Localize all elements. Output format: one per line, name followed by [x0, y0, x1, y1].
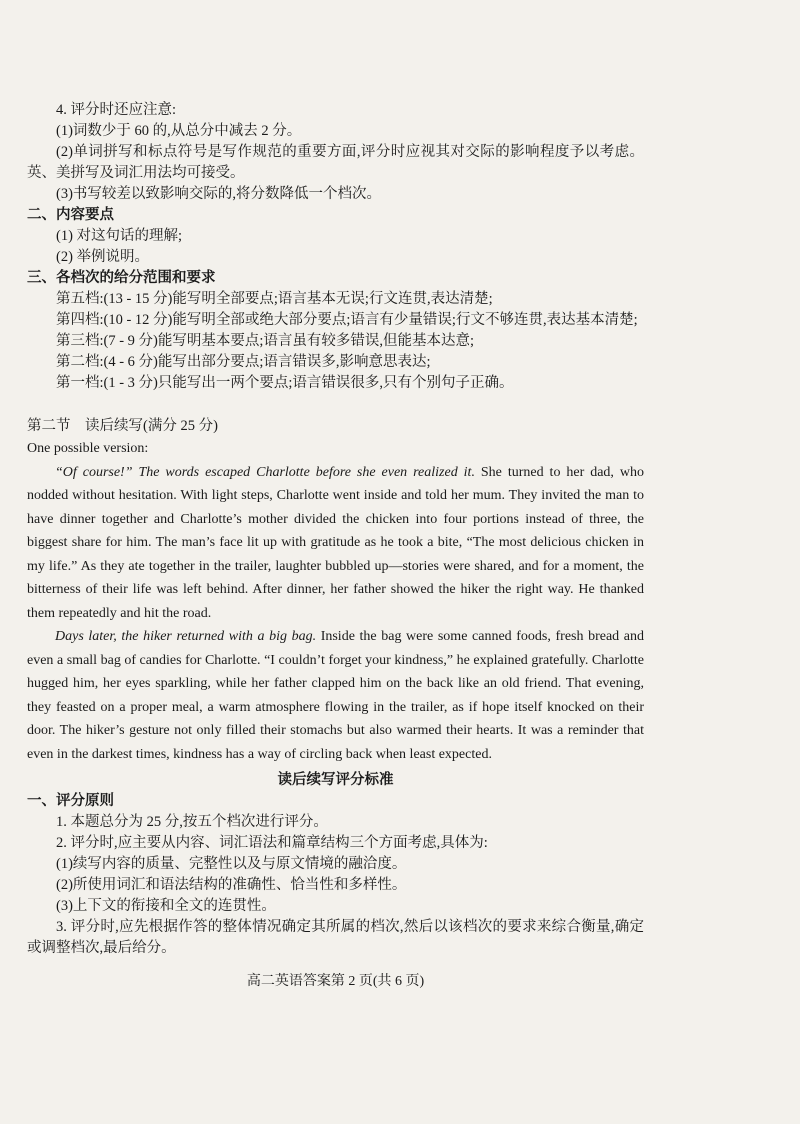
rubric-item-2a: (1)续写内容的质量、完整性以及与原文情境的融洽度。: [56, 856, 407, 872]
heading-score-bands: 三、各档次的给分范围和要求: [27, 270, 216, 286]
rubric-heading: 一、评分原则: [27, 793, 114, 809]
rubric-item-2c: (3)上下文的衔接和全文的连贯性。: [56, 898, 276, 914]
paragraph-1-body: She turned to her dad, who nodded without hesitation. With light steps, Charlotte went inside and told her mum. They invited the man to have dinner together and Charlotte’s mother divided the chicken into four portions instead of three, the biggest share for him. The man’s face lit up with gratitude as he took a bite, “The most delicious chicken in my life.” As they ate together in the trailer, laughter bubbled up—stories were shared, and for a moment, the bitterness of their life was left behind. After dinner, her father showed the hiker the right way. He thanked them repeatedly and hit the road.: [27, 464, 644, 621]
rubric-item-3: 3. 评分时,应先根据作答的整体情况确定其所属的档次,然后以该档次的要求来综合衡量,确定或调整档次,最后给分。: [27, 919, 644, 956]
band-5: 第五档:(13 - 15 分)能写明全部要点;语言基本无误;行文连贯,表达清楚;: [56, 291, 493, 307]
page-content: [27, 100, 644, 992]
note-sub-3: (3)书写较差以致影响交际的,将分数降低一个档次。: [56, 186, 382, 202]
paragraph-1-italic-lead: “Of course!” The words escaped Charlotte before she even realized it.: [55, 464, 475, 480]
note-item-4: 4. 评分时还应注意:: [56, 102, 177, 118]
english-paragraph-1: [27, 461, 644, 626]
band-3: 第三档:(7 - 9 分)能写明基本要点;语言虽有较多错误,但能基本达意;: [56, 333, 475, 349]
band-4: 第四档:(10 - 12 分)能写明全部或绝大部分要点;语言有少量错误;行文不够连贯,表达基本清楚;: [56, 312, 638, 328]
heading-content-points: 二、内容要点: [27, 207, 114, 223]
paragraph-2-italic-lead: Days later, the hiker returned with a big bag.: [55, 629, 317, 644]
content-point-1: (1) 对这句话的理解;: [56, 228, 183, 244]
note-sub-1: (1)词数少于 60 的,从总分中减去 2 分。: [56, 123, 302, 139]
section2-heading: 第二节 读后续写(满分 25 分): [27, 418, 218, 434]
rubric-item-2: 2. 评分时,应主要从内容、词汇语法和篇章结构三个方面考虑,具体为:: [56, 835, 488, 851]
page-footer: 高二英语答案第 2 页(共 6 页): [246, 974, 425, 989]
content-point-2: (2) 举例说明。: [56, 249, 150, 265]
one-possible-version-label: One possible version:: [27, 441, 149, 456]
rubric-item-1: 1. 本题总分为 25 分,按五个档次进行评分。: [56, 814, 328, 830]
rubric-title: 读后续写评分标准: [277, 772, 394, 788]
paragraph-2-body: Inside the bag were some canned foods, fresh bread and even a small bag of candies for Charlotte. “I couldn’t forget your kindness,” he explained gratefully. Charlotte hugged him, her eyes sparkling, while her father clapped him on the back like an old friend. That evening, they feasted on a proper meal, a warm atmosphere flowing in the trailer, as if hope itself knocked on their door. The hiker’s gesture not only filled their stomachs but also warmed their hearts. It was a reminder that even in the darkest times, kindness has a way of circling back when least expected.: [27, 629, 644, 762]
band-1: 第一档:(1 - 3 分)只能写出一两个要点;语言错误很多,只有个别句子正确。: [56, 375, 514, 391]
band-2: 第二档:(4 - 6 分)能写出部分要点;语言错误多,影响意思表达;: [56, 354, 431, 370]
english-paragraph-2: [27, 625, 644, 766]
note-sub-2: (2)单词拼写和标点符号是写作规范的重要方面,评分时应视其对交际的影响程度予以考虑。英、美拼写及词汇用法均可接受。: [27, 144, 644, 181]
rubric-item-2b: (2)所使用词汇和语法结构的准确性、恰当性和多样性。: [56, 877, 407, 893]
